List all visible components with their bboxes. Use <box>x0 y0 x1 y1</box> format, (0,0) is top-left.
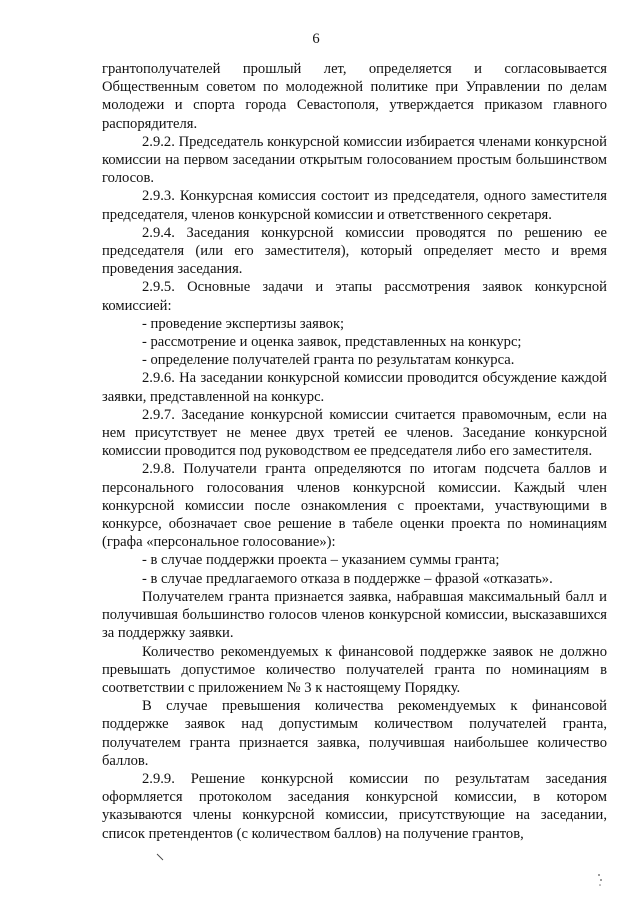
document-body <box>102 60 607 843</box>
pen-stroke-mark <box>156 852 166 862</box>
paragraph-2-9-3: 2.9.3. Конкурсная комиссия состоит из председателя, одного заместителя председателя, членов конкурсной комиссии и ответственного секретаря. <box>102 188 607 223</box>
list-item-evaluation: - рассмотрение и оценка заявок, представленных на конкурс; <box>142 334 522 351</box>
scan-speck-mark <box>596 872 606 888</box>
list-item-expertise: - проведение экспертизы заявок; <box>142 315 345 332</box>
paragraph-2-9-5: 2.9.5. Основные задачи и этапы рассмотрения заявок конкурсной комиссией: <box>102 279 607 314</box>
paragraph-intro-continuation: грантополучателей прошлый лет, определяется и согласовывается Общественным советом по молодежной политике при Управлении по делам молодежи и спорта города Севастополя, утверждается приказом главного распорядителя. <box>102 61 607 132</box>
list-item-support: - в случае поддержки проекта – указанием суммы гранта; <box>142 552 500 569</box>
paragraph-2-9-8: 2.9.8. Получатели гранта определяются по итогам подсчета баллов и персонального голосования членов конкурсной комиссии. Каждый член конкурсной комиссии после ознакомления с проектами, участвующими в конкурсе, обозначает свое решение в табеле оценки проекта по номинациям (графа «персональное голосование»): <box>102 461 607 551</box>
paragraph-recommended-count: Количество рекомендуемых к финансовой поддержке заявок не должно превышать допустимое количество получателей гранта по номинациям в соответствии с приложением № 3 к настоящему Порядку. <box>102 643 607 696</box>
paragraph-2-9-7: 2.9.7. Заседание конкурсной комиссии считается правомочным, если на нем присутствует не менее двух третей ее членов. Заседание конкурсной комиссии проводится под руководством ее председателя либо его заместителя. <box>102 406 607 460</box>
paragraph-2-9-2: 2.9.2. Председатель конкурсной комиссии избирается членами конкурсной комиссии на первом заседании открытым голосованием простым большинством голосов. <box>102 133 607 187</box>
paragraph-excess-case: В случае превышения количества рекомендуемых к финансовой поддержке заявок над допустимым количеством получателей гранта, получателем гранта признается заявка, получившая наибольшее количество баллов. <box>102 698 607 769</box>
page-number: 6 <box>312 31 320 47</box>
paragraph-2-9-9: 2.9.9. Решение конкурсной комиссии по результатам заседания оформляется протоколом заседания конкурсной комиссии, в котором указываются члены конкурсной комиссии, присутствующие на заседании, список претендентов (с количеством баллов) на получение грантов, <box>102 770 607 842</box>
paragraph-2-9-6: 2.9.6. На заседании конкурсной комиссии проводится обсуждение каждой заявки, представленной на конкурс. <box>102 370 607 405</box>
list-item-recipients: - определение получателей гранта по результатам конкурса. <box>142 352 515 369</box>
paragraph-2-9-4: 2.9.4. Заседания конкурсной комиссии проводятся по решению ее председателя (или его заместителя), который определяет место и время проведения заседания. <box>102 224 607 278</box>
paragraph-grant-recipient: Получателем гранта признается заявка, набравшая максимальный балл и получившая большинство голосов членов конкурсной комиссии, высказавшихся за поддержку заявки. <box>102 588 607 642</box>
list-item-refusal: - в случае предлагаемого отказа в поддержке – фразой «отказать». <box>142 570 553 587</box>
